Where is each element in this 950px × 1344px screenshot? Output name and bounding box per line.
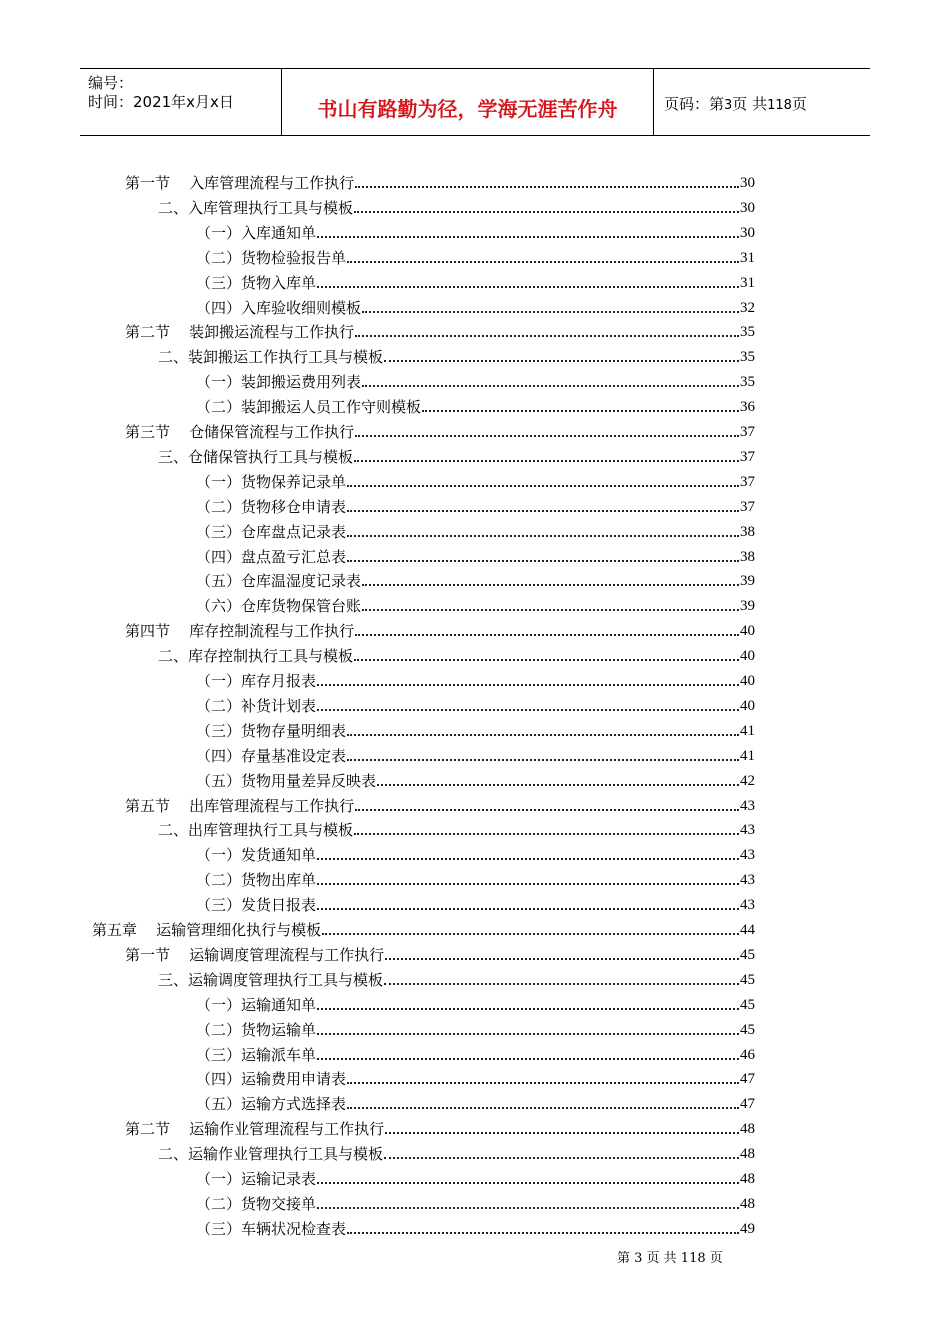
toc-entry-title: 第二节 装卸搬运流程与工作执行 <box>125 323 355 342</box>
page-footer: 第 3 页 共 118 页 <box>617 1251 723 1266</box>
toc-leader-dots <box>354 460 739 462</box>
toc-entry-page: 47 <box>740 1096 755 1113</box>
header-right-cell <box>654 69 870 135</box>
toc-leader-dots <box>355 435 739 437</box>
toc-entry[interactable] <box>196 218 755 242</box>
toc-entry[interactable] <box>196 840 755 864</box>
toc-entry-title: （一）装卸搬运费用列表 <box>196 373 362 392</box>
toc-entry[interactable] <box>196 392 755 416</box>
toc-entry-title: （二）装卸搬运人员工作守则模板 <box>196 398 422 417</box>
toc-entry-title: （一）发货通知单 <box>196 846 317 865</box>
toc-entry[interactable] <box>196 666 755 690</box>
toc-entry[interactable] <box>196 566 755 590</box>
toc-entry-page: 43 <box>740 822 755 839</box>
toc-entry-title: （六）仓库货物保管台账 <box>196 597 362 616</box>
toc-entry-title: （一）运输通知单 <box>196 995 317 1014</box>
toc-entry-page: 30 <box>740 175 755 191</box>
toc-leader-dots <box>355 335 739 337</box>
toc-leader-dots <box>317 709 739 711</box>
header-left-cell <box>80 69 282 135</box>
toc-leader-dots <box>347 1082 739 1084</box>
toc-entry-page: 37 <box>740 448 755 465</box>
toc-entry-title: 第四节 库存控制流程与工作执行 <box>125 622 355 641</box>
toc-leader-dots <box>317 286 739 288</box>
toc-leader-dots <box>347 560 739 562</box>
toc-entry-title: （三）货物存量明细表 <box>196 721 347 740</box>
toc-leader-dots <box>347 1232 739 1234</box>
toc-entry[interactable] <box>196 268 755 292</box>
toc-entry-page: 40 <box>740 697 755 714</box>
toc-entry-page: 41 <box>740 722 755 739</box>
toc-entry-page: 37 <box>740 424 755 440</box>
header-page-indicator <box>664 93 807 114</box>
toc-leader-dots <box>317 1182 739 1184</box>
toc-entry-title: （三）仓库盘点记录表 <box>196 522 347 541</box>
toc-entry-title: （一）货物保养记录单 <box>196 472 347 491</box>
toc-entry-title: 二、入库管理执行工具与模板 <box>158 198 354 217</box>
toc-entry-page: 39 <box>740 573 755 590</box>
toc-entry-page: 45 <box>740 946 755 963</box>
toc-entry[interactable] <box>196 890 755 914</box>
toc-entry-title: 三、运输调度管理执行工具与模板 <box>158 970 384 989</box>
toc-entry[interactable] <box>196 1040 755 1064</box>
toc-entry-page: 48 <box>740 1195 755 1212</box>
toc-leader-dots <box>317 1058 739 1060</box>
toc-leader-dots <box>317 236 739 238</box>
toc-entry-title: 第二节 运输作业管理流程与工作执行 <box>125 1120 385 1139</box>
toc-leader-dots <box>362 385 739 387</box>
toc-entry-page: 49 <box>740 1220 755 1237</box>
toc-entry-title: 第五章 运输管理细化执行与模板 <box>92 921 322 939</box>
toc-entry-page: 47 <box>740 1071 755 1088</box>
toc-entry[interactable] <box>196 990 755 1014</box>
toc-entry-page: 48 <box>740 1121 755 1138</box>
toc-entry-title: 第一节 入库管理流程与工作执行 <box>125 174 355 192</box>
toc-leader-dots <box>317 1033 739 1035</box>
toc-entry[interactable] <box>196 243 755 267</box>
toc-entry-title: 三、仓储保管执行工具与模板 <box>158 447 354 466</box>
toc-entry-page: 40 <box>740 673 755 689</box>
toc-entry-page: 38 <box>740 548 755 565</box>
toc-entry-page: 38 <box>740 523 755 540</box>
toc-entry[interactable] <box>196 293 755 317</box>
toc-entry[interactable] <box>125 168 755 192</box>
toc-entry[interactable] <box>196 517 755 541</box>
toc-entry-page: 35 <box>740 374 755 391</box>
toc-entry[interactable] <box>196 591 755 615</box>
toc-leader-dots <box>384 983 739 985</box>
toc-entry-title: （二）货物运输单 <box>196 1020 317 1039</box>
toc-leader-dots <box>384 360 739 362</box>
toc-entry-title: 二、装卸搬运工作执行工具与模板 <box>158 348 384 367</box>
toc-leader-dots <box>317 1207 739 1209</box>
toc-entry-page: 45 <box>740 996 755 1013</box>
toc-leader-dots <box>422 410 739 412</box>
toc-entry-title: 二、库存控制执行工具与模板 <box>158 647 354 666</box>
toc-entry[interactable] <box>158 193 755 217</box>
toc-entry-page: 35 <box>740 349 755 366</box>
toc-entry-title: （五）货物用量差异反映表 <box>196 771 377 790</box>
toc-entry-title: （五）运输方式选择表 <box>196 1095 347 1114</box>
toc-leader-dots <box>347 759 739 761</box>
toc-entry[interactable] <box>125 616 755 640</box>
toc-leader-dots <box>385 1132 739 1134</box>
toc-entry-title: （一）运输记录表 <box>196 1170 317 1188</box>
toc-entry-title: （二）货物移仓申请表 <box>196 497 347 516</box>
page-suffix: 页 <box>791 95 807 113</box>
toc-entry[interactable] <box>196 766 755 790</box>
toc-leader-dots <box>354 659 739 661</box>
toc-entry-page: 41 <box>740 747 755 764</box>
toc-entry[interactable] <box>92 915 755 939</box>
toc-leader-dots <box>355 634 739 636</box>
toc-entry[interactable] <box>196 1015 755 1039</box>
toc-leader-dots <box>385 958 739 960</box>
toc-leader-dots <box>322 933 739 935</box>
toc-entry-page: 40 <box>740 648 755 665</box>
toc-leader-dots <box>347 1107 739 1109</box>
toc-entry-page: 43 <box>740 872 755 889</box>
toc-entry-title: （五）仓库温湿度记录表 <box>196 572 362 591</box>
toc-entry[interactable] <box>196 542 755 566</box>
toc-leader-dots <box>347 734 739 736</box>
toc-entry-page: 39 <box>740 598 755 615</box>
toc-entry-title: （三）发货日报表 <box>196 896 317 915</box>
toc-entry-page: 46 <box>740 1046 755 1063</box>
toc-entry-page: 37 <box>740 473 755 490</box>
toc-entry-title: 第五节 出库管理流程与工作执行 <box>125 796 355 815</box>
toc-entry[interactable] <box>196 367 755 391</box>
toc-entry-page: 42 <box>740 772 755 789</box>
toc-entry-title: （二）货物交接单 <box>196 1194 317 1213</box>
toc-entry[interactable] <box>196 1214 755 1238</box>
toc-entry-page: 30 <box>740 199 755 216</box>
toc-entry[interactable] <box>158 965 755 989</box>
toc-entry-title: （四）存量基准设定表 <box>196 746 347 765</box>
toc-entry-title: 二、运输作业管理执行工具与模板 <box>158 1145 384 1164</box>
toc-leader-dots <box>355 186 739 188</box>
toc-entry-title: （二）补货计划表 <box>196 696 317 715</box>
toc-entry-title: 第三节 仓储保管流程与工作执行 <box>125 423 355 441</box>
toc-entry-title: （四）入库验收细则模板 <box>196 298 362 317</box>
toc-entry-title: 第一节 运输调度管理流程与工作执行 <box>125 945 385 964</box>
toc-entry[interactable] <box>196 1189 755 1213</box>
toc-entry-title: （三）货物入库单 <box>196 273 317 292</box>
toc-leader-dots <box>317 684 739 686</box>
toc-entry-title: 二、出库管理执行工具与模板 <box>158 821 354 840</box>
page-middle: 页 共 <box>732 95 768 113</box>
toc-entry[interactable] <box>125 791 755 815</box>
toc-entry-page: 45 <box>740 971 755 988</box>
toc-leader-dots <box>317 883 739 885</box>
toc-entry-page: 35 <box>740 324 755 341</box>
toc-entry[interactable] <box>196 691 755 715</box>
toc-entry-page: 43 <box>740 897 755 914</box>
toc-entry[interactable] <box>158 815 755 839</box>
toc-entry[interactable] <box>196 492 755 516</box>
toc-entry-page: 45 <box>740 1021 755 1038</box>
toc-entry[interactable] <box>125 417 755 441</box>
toc-entry[interactable] <box>196 741 755 765</box>
toc-entry[interactable] <box>196 1164 755 1188</box>
toc-leader-dots <box>317 858 739 860</box>
toc-leader-dots <box>362 311 739 313</box>
toc-entry[interactable] <box>196 865 755 889</box>
toc-entry-title: （四）运输费用申请表 <box>196 1070 347 1089</box>
toc-entry-page: 40 <box>740 623 755 640</box>
toc-entry-title: （一）库存月报表 <box>196 672 317 690</box>
page-total: 118 <box>767 98 792 113</box>
toc-entry-title: （四）盘点盈亏汇总表 <box>196 547 347 566</box>
document-time-label: 时间：2021年x月x日 <box>88 93 234 111</box>
toc-entry[interactable] <box>158 1139 755 1163</box>
toc-leader-dots <box>347 485 739 487</box>
toc-entry-page: 44 <box>740 922 755 938</box>
toc-entry-page: 31 <box>740 274 755 291</box>
toc-leader-dots <box>384 1157 739 1159</box>
toc-leader-dots <box>317 1008 739 1010</box>
toc-entry-page: 30 <box>740 224 755 241</box>
toc-leader-dots <box>355 809 739 811</box>
toc-entry[interactable] <box>196 1089 755 1113</box>
toc-leader-dots <box>347 510 739 512</box>
toc-entry[interactable] <box>158 641 755 665</box>
toc-leader-dots <box>354 833 739 835</box>
toc-entry-title: （二）货物出库单 <box>196 871 317 890</box>
toc-entry-title: （三）运输派车单 <box>196 1045 317 1064</box>
toc-leader-dots <box>317 908 739 910</box>
toc-entry[interactable] <box>125 940 755 964</box>
toc-leader-dots <box>377 784 739 786</box>
toc-entry-page: 32 <box>740 299 755 316</box>
toc-entry-page: 48 <box>740 1171 755 1187</box>
toc-entry-page: 36 <box>740 399 755 416</box>
toc-leader-dots <box>362 609 739 611</box>
toc-entry-page: 31 <box>740 249 755 266</box>
toc-leader-dots <box>354 211 739 213</box>
toc-entry[interactable] <box>158 442 755 466</box>
page-prefix: 页码：第 <box>664 95 725 113</box>
toc-entry-page: 43 <box>740 847 755 864</box>
toc-entry[interactable] <box>196 716 755 740</box>
toc-leader-dots <box>347 535 739 537</box>
page-header <box>80 68 870 136</box>
toc-entry[interactable] <box>196 467 755 491</box>
toc-entry[interactable] <box>158 342 755 366</box>
toc-entry[interactable] <box>196 1064 755 1088</box>
toc-leader-dots <box>362 584 739 586</box>
header-motto: 书山有路勤为径，学海无涯苦作舟 <box>317 97 618 121</box>
toc-entry-title: （一）入库通知单 <box>196 223 317 242</box>
toc-entry-page: 37 <box>740 498 755 515</box>
page-current: 3 <box>724 98 733 113</box>
document-number-label: 编号： <box>88 74 134 92</box>
toc-entry-page: 48 <box>740 1146 755 1163</box>
toc-entry-title: （三）车辆状况检查表 <box>196 1219 347 1238</box>
header-middle-cell <box>282 69 654 135</box>
toc-entry[interactable] <box>125 1114 755 1138</box>
toc-entry-title: （二）货物检验报告单 <box>196 248 347 267</box>
toc-entry-page: 43 <box>740 797 755 814</box>
toc-leader-dots <box>347 261 739 263</box>
toc-entry[interactable] <box>125 317 755 341</box>
